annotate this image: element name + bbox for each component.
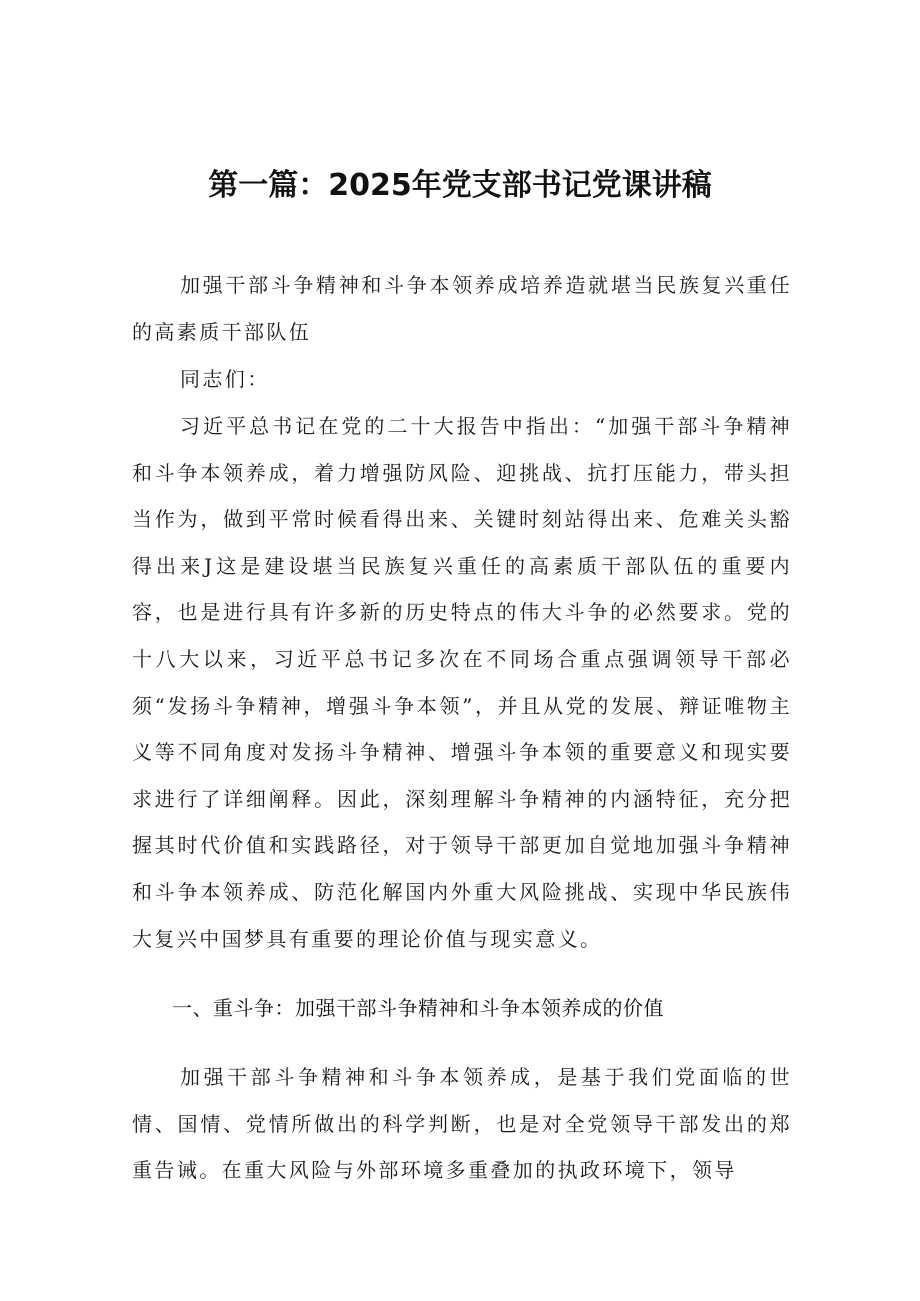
section-heading-1: 一、重斗争：加强干部斗争精神和斗争本领养成的价值: [172, 996, 664, 1020]
body-paragraph-2: 加强干部斗争精神和斗争本领养成，是基于我们党面临的世情、国情、党情所做出的科学判断，也是对全党领导干部发出的郑重告诫。在重大风险与外部环境多重叠加的执政环境下，领导: [132, 1065, 792, 1183]
greeting-text: 同志们：: [180, 367, 270, 391]
body-paragraph-1: 习近平总书记在党的二十大报告中指出：“加强干部斗争精神和斗争本领养成，着力增强防风险、迎挑战、抗打压能力，带头担当作为，做到平常时候看得出来、关键时刻站得出来、危难关头豁得出来J这是建设堪当民族复兴重任的高素质干部队伍的重要内容，也是进行具有许多新的历史特点的伟大斗争的必然要求。党的十八大以来，习近平总书记多次在不同场合重点强调领导干部必须“发扬斗争精神，增强斗争本领”，并且从党的发展、辩证唯物主义等不同角度对发扬斗争精神、增强斗争本领的重要意义和现实要求进行了详细阐释。因此，深刻理解斗争精神的内涵特征，充分把握其时代价值和实践路径，对于领导干部更加自觉地加强斗争精神和斗争本领养成、防范化解国内外重大风险挑战、实现中华民族伟大复兴中国梦具有重要的理论价值与现实意义。: [132, 414, 792, 951]
document-title: 第一篇：2025年党支部书记党课讲稿: [208, 168, 712, 203]
document-subtitle: 加强干部斗争精神和斗争本领养成培养造就堪当民族复兴重任的高素质干部队伍: [132, 273, 792, 344]
